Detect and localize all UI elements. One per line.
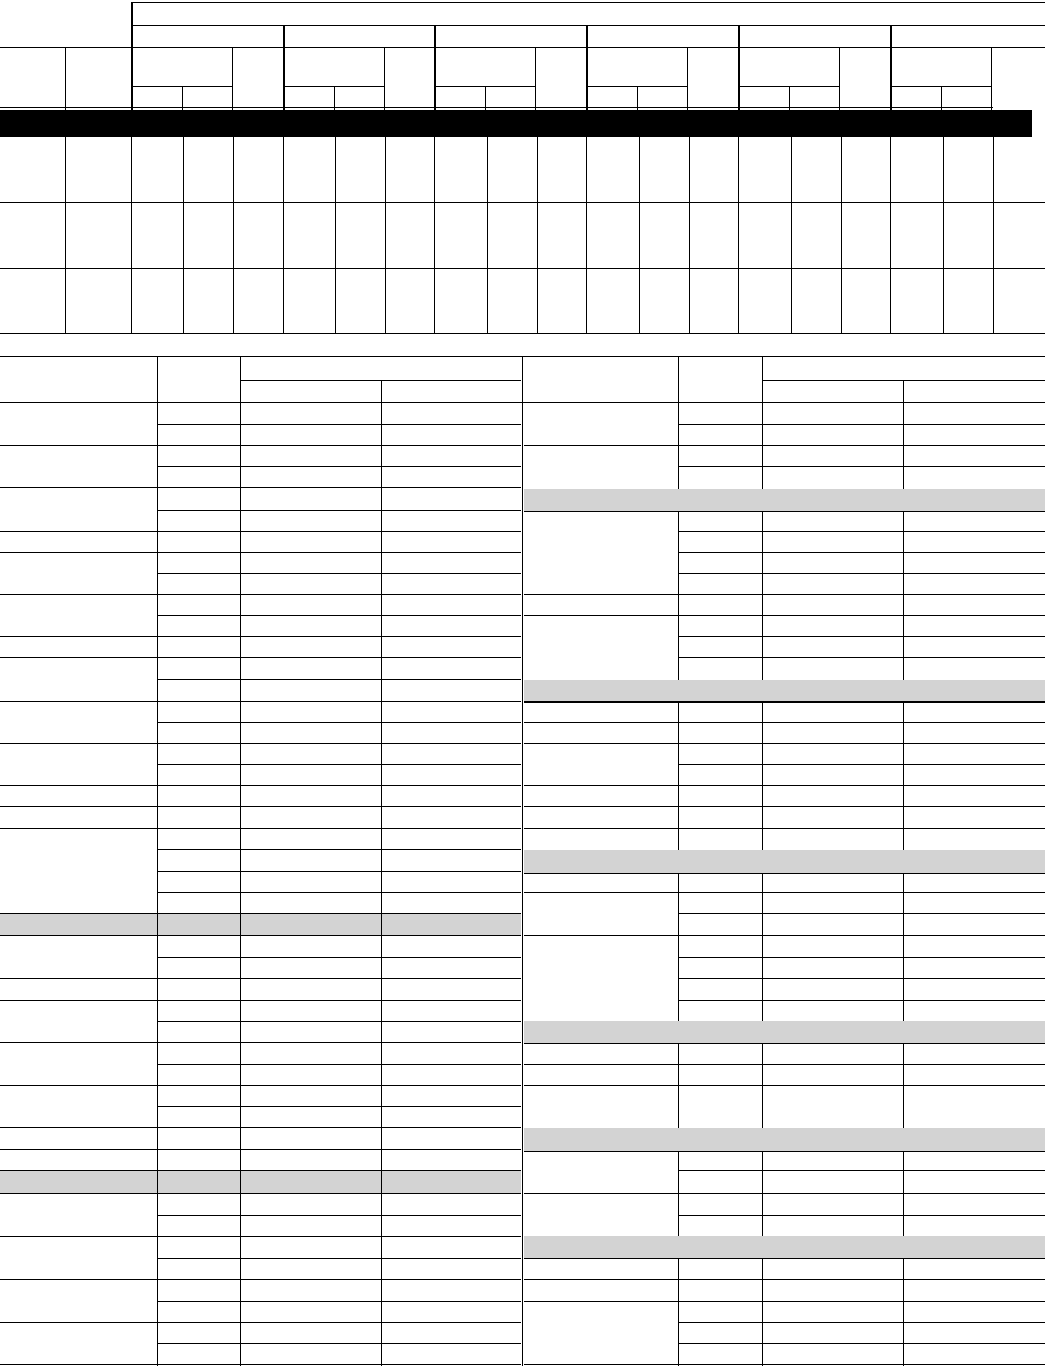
left-row-rule [0,1127,521,1128]
right-subrow-rule [678,573,1045,574]
top-table-group-divider [890,25,892,110]
left-row-rule [0,828,521,829]
right-subrow-rule [678,657,1045,658]
left-row-rule [0,701,521,702]
left-subrow-rule [157,424,521,425]
right-section-header-bar [524,850,1045,873]
left-subrow-rule [157,722,521,723]
top-table-subheader-divider [687,47,688,110]
right-row-rule [524,594,1045,595]
left-row-rule [0,1149,521,1150]
right-subrow-rule [678,957,1045,958]
right-col-divider [903,511,904,680]
right-col-divider [678,356,679,489]
top-table-outer-top-rule [131,2,1045,3]
top-table-leading-column-divider [65,47,66,110]
top-table-subheader-divider [232,47,233,110]
top-table-body-row-rule [0,202,1045,203]
left-subrow-rule [157,510,521,511]
top-table-body-column-rule [385,137,386,333]
top-table-body-column-rule [537,137,538,333]
top-table-body-column-rule [283,137,284,333]
left-row-rule [0,1193,521,1194]
left-row-rule [0,1322,521,1323]
right-subrow-rule [678,913,1045,914]
right-row-rule [524,1279,1045,1280]
left-subrow-rule [157,1215,521,1216]
top-table-bottom-rule [0,333,1045,334]
right-subrow-rule [678,531,1045,532]
right-section-header-bar [524,1021,1045,1043]
left-row-rule [0,1042,521,1043]
right-row-rule [524,702,1045,703]
top-table-body-column-rule [586,137,587,333]
right-row-rule [524,873,1045,874]
right-col-divider [762,511,763,680]
left-row-rule [0,1364,521,1365]
top-table-subheader-divider [535,47,536,110]
top-table-body-column-rule [689,137,690,333]
left-row-rule [0,531,521,532]
left-row-rule [0,657,521,658]
left-subrow-rule [157,871,521,872]
top-table-group-divider [131,2,133,110]
left-subrow-rule [157,573,521,574]
left-row-rule [0,487,521,488]
right-col-divider [762,873,763,1021]
left-row-rule [0,1236,521,1237]
top-table-group-header-rule [131,25,1045,26]
right-row-rule [524,892,1045,893]
right-row-rule [524,743,1045,744]
top-table-subheader-divider [384,47,385,110]
right-section-header-bar [524,680,1045,702]
left-row-rule [0,743,521,744]
top-table-body-column-rule [487,137,488,333]
top-table-body-column-rule [434,137,435,333]
right-col-divider [762,356,763,489]
left-section-header-bar [0,1171,521,1193]
left-row-rule [0,978,521,979]
top-table-group-divider [738,25,740,110]
right-col-divider [903,873,904,1021]
right-row-rule [524,445,1045,446]
right-subrow-rule [678,978,1045,979]
top-table-body-column-rule [233,137,234,333]
right-row-rule [524,1043,1045,1044]
left-row-rule [0,1170,521,1171]
top-table-subheader-divider [839,47,840,110]
left-subrow-rule [157,892,521,893]
top-table-body-column-rule [890,137,891,333]
right-col-divider [678,873,679,1021]
left-subrow-rule [157,679,521,680]
left-row-rule [0,913,521,914]
right-col-divider [678,511,679,680]
right-subrow-rule [678,552,1045,553]
left-subrow-rule [157,1343,521,1344]
left-row-rule [0,552,521,553]
right-col-divider [903,1258,904,1366]
left-row-rule [0,1085,521,1086]
left-subrow-rule [157,1106,521,1107]
left-subrow-rule [157,957,521,958]
top-table-body-row-rule [0,268,1045,269]
right-row-rule [524,1301,1045,1302]
right-subrow-rule [678,1322,1045,1323]
left-subrow-rule [157,615,521,616]
right-row-rule [524,722,1045,723]
left-row-rule [0,445,521,446]
left-subrow-rule [157,1301,521,1302]
right-subrow-rule [678,1170,1045,1171]
top-table-header-rule [0,47,1045,48]
right-subrow-rule [678,764,1045,765]
top-table-body-column-rule [639,137,640,333]
right-subrow-rule [678,636,1045,637]
top-table-body-column-rule [183,137,184,333]
left-row-rule [0,806,521,807]
top-table-subheader-bottom-rule [0,107,993,108]
right-col-divider [678,1258,679,1366]
top-table-body-column-rule [993,137,994,333]
top-table-body-column-rule [131,137,132,333]
left-subrow-rule [157,849,521,850]
left-row-rule [0,594,521,595]
right-subrow-rule [678,1215,1045,1216]
top-table-body-column-rule [791,137,792,333]
left-subrow-rule [157,1064,521,1065]
top-table-body-column-rule [738,137,739,333]
right-row-rule [524,828,1045,829]
header-bottom-rule [0,402,1045,403]
right-subrow-rule [678,1000,1045,1001]
left-row-rule [0,935,521,936]
right-row-rule [524,935,1045,936]
top-table-group-divider [434,25,436,110]
top-table-body-column-rule [65,137,66,333]
top-table-subheader-divider [991,47,992,110]
top-table-black-band [0,110,1032,137]
right-row-rule [524,1064,1045,1065]
left-col-divider [381,380,382,1366]
top-table-group-divider [283,25,285,110]
left-row-rule [0,1279,521,1280]
top-table-group-divider [586,25,588,110]
left-subrow-rule [157,466,521,467]
right-row-rule [524,1085,1045,1086]
right-row-rule [524,1258,1045,1259]
left-row-rule [0,1000,521,1001]
right-col-divider [762,1258,763,1366]
right-section-header-bar [524,1128,1045,1151]
right-row-rule [524,1151,1045,1152]
right-row-rule [524,1364,1045,1365]
right-subrow-rule [678,466,1045,467]
left-row-rule [0,636,521,637]
right-row-rule [524,511,1045,512]
right-row-rule [524,785,1045,786]
right-col-divider [903,380,904,489]
right-row-rule [524,806,1045,807]
right-section-header-bar [524,1236,1045,1258]
right-row-rule [524,1193,1045,1194]
left-subrow-rule [157,1258,521,1259]
right-section-header-bar [524,489,1045,511]
center-divider [522,356,523,1366]
left-row-rule [0,785,521,786]
left-section-header-bar [0,913,521,936]
right-row-rule [524,615,1045,616]
top-table-body-column-rule [943,137,944,333]
top-table-body-column-rule [841,137,842,333]
top-table-body-column-rule [335,137,336,333]
left-subrow-rule [157,764,521,765]
right-subrow-rule [678,1343,1045,1344]
left-subrow-rule [157,1021,521,1022]
right-subrow-rule [678,424,1045,425]
